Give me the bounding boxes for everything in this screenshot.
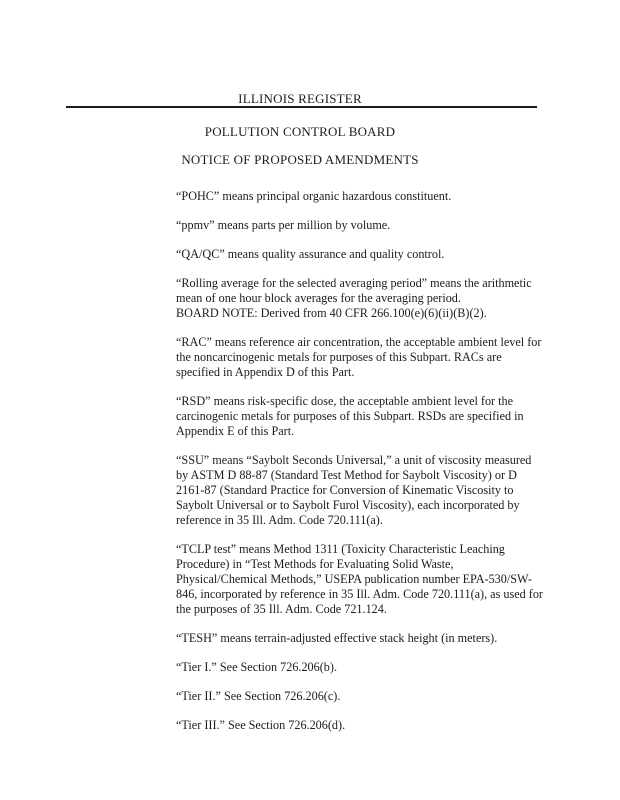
definition-text: “SSU” means “Saybolt Seconds Universal,” a unit of viscosity measured by ASTM D 88-87 (Standard Test Method for Saybolt Viscosity) or D 2161-87 (Standard Practice for Conversion of Kinematic Viscosity to Saybolt Universal or to Saybolt Furol Viscosity), each incorporated by reference in 35 Ill. Adm. Code 720.111(a).	[176, 453, 532, 527]
definition-text: “TCLP test” means Method 1311 (Toxicity Characteristic Leaching Procedure) in “Test Methods for Evaluating Solid Waste, Physical/Chemical Methods,” USEPA publication number EPA-530/SW-846, incorporated by reference in 35 Ill. Adm. Code 720.111(a), as used for the purposes of 35 Ill. Adm. Code 721.124.	[176, 542, 543, 616]
register-title: ILLINOIS REGISTER	[238, 91, 362, 106]
definitions-list	[176, 189, 546, 747]
board-name: POLLUTION CONTROL BOARD	[204, 124, 396, 139]
definition-ssu	[176, 453, 546, 528]
definition-pohc	[176, 189, 546, 204]
definition-text: “Tier II.” See Section 726.206(c).	[176, 689, 341, 703]
definition-text: “RAC” means reference air concentration, the acceptable ambient level for the noncarcinogenic metals for purposes of this Subpart. RACs are specified in Appendix D of this Part.	[176, 335, 542, 379]
definition-text: “Tier III.” See Section 726.206(d).	[176, 718, 346, 732]
definition-tier-2	[176, 689, 546, 704]
definition-text: “QA/QC” means quality assurance and quality control.	[176, 247, 445, 261]
header-divider	[66, 106, 537, 108]
definition-rac	[176, 335, 546, 380]
definition-tesh	[176, 631, 546, 646]
definition-ppmv	[176, 218, 546, 233]
definition-text: “TESH” means terrain-adjusted effective stack height (in meters).	[176, 631, 498, 645]
definition-tier-3	[176, 718, 546, 733]
definition-rsd	[176, 394, 546, 439]
definition-qaqc	[176, 247, 546, 262]
definition-text: “Tier I.” See Section 726.206(b).	[176, 660, 338, 674]
definition-tclp-test	[176, 542, 546, 617]
notice-title: NOTICE OF PROPOSED AMENDMENTS	[181, 152, 419, 167]
definition-text: “ppmv” means parts per million by volume.	[176, 218, 391, 232]
definition-text: “Rolling average for the selected averaging period” means the arithmetic mean of one hour block averages for the averaging period.	[176, 276, 532, 305]
definition-tier-1	[176, 660, 546, 675]
definition-text: “POHC” means principal organic hazardous constituent.	[176, 189, 452, 203]
board-note: BOARD NOTE: Derived from 40 CFR 266.100(e)(6)(ii)(B)(2).	[176, 306, 487, 320]
definition-rolling-average	[176, 276, 546, 321]
definition-text: “RSD” means risk-specific dose, the acceptable ambient level for the carcinogenic metals for purposes of this Subpart. RSDs are specified in Appendix E of this Part.	[176, 394, 524, 438]
